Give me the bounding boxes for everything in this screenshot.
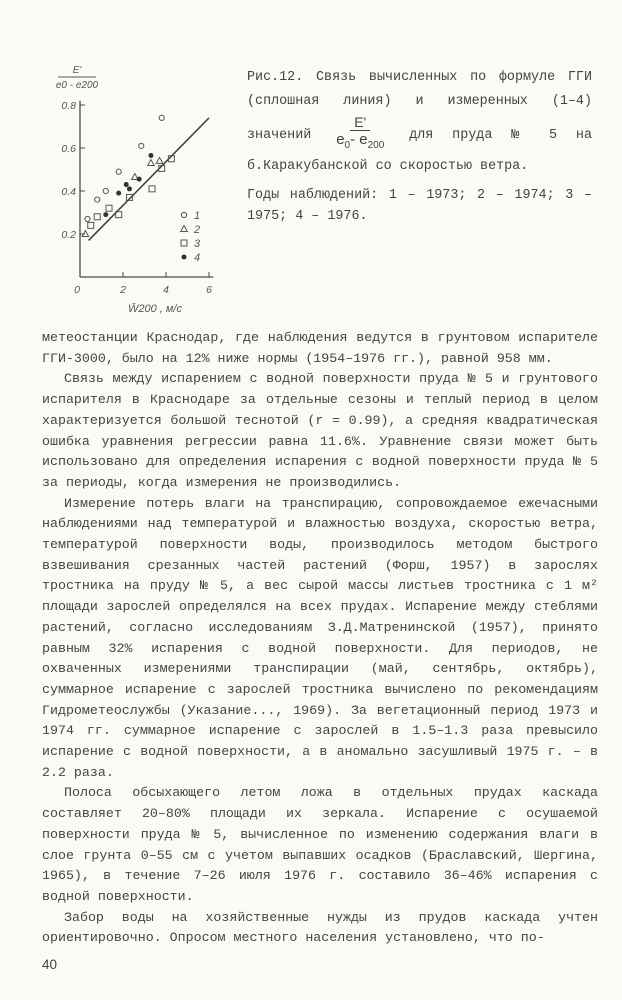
data-point	[139, 143, 144, 148]
caption-text-part1: Рис.12. Связь вычисленных по формуле ГГИ (сплошная линия) и измеренных (1–4) значений	[247, 70, 592, 144]
data-point	[149, 186, 155, 192]
data-point	[148, 160, 155, 166]
den-sub1: 0	[344, 140, 351, 151]
paragraph: Связь между испарением с водной поверхности пруда № 5 и грунтового испарителя в Краснодаре за отдельные сезоны и теплый период в целом характеризуется большой теснотой (r = 0.99), а средняя квадратическая ошибка уравнения регрессии равна 11.6%. Уравнение связи может быть использовано для определения испарения с водной поверхности пруда № 5 за периоды, когда измерения не производились.	[42, 371, 598, 490]
data-point	[116, 191, 121, 196]
paragraph: Полоса обсыхающего летом ложа в отдельных прудах каскада составляет 20–80% площади их зеркала. Испарение с осушаемой поверхности пруда № 5, вычисленное по изменению содержания влаги в слое грунта 0–55 см с учетом выпавших осадков (Браславский, Шергина, 1965), в течение 7–26 июля 1976 г. составило 36–46% испарения с водной поверхности.	[42, 785, 598, 904]
body-text	[42, 328, 598, 949]
y-tick-label: 0.2	[61, 229, 76, 241]
data-point	[94, 214, 100, 220]
data-point	[137, 177, 142, 182]
legend-marker-icon	[181, 240, 187, 246]
legend-label: 3	[194, 238, 201, 250]
x-tick-label: 4	[163, 284, 169, 296]
y-tick-label: 0.4	[61, 186, 76, 198]
x-tick-label: 0	[74, 284, 80, 296]
y-axis-label-numerator: E'	[72, 65, 82, 76]
y-axis-label-denominator: e0 - e200	[55, 80, 99, 91]
data-point	[159, 115, 164, 120]
data-point	[124, 182, 129, 187]
data-point	[103, 212, 108, 217]
data-point	[106, 205, 112, 211]
y-tick-label: 0.8	[61, 100, 76, 112]
legend-marker-icon	[181, 226, 188, 232]
figure-scatter-chart	[50, 55, 230, 320]
caption-main	[247, 66, 592, 179]
chart-axes	[61, 100, 213, 296]
chart-svg	[50, 55, 230, 320]
legend-label: 1	[194, 210, 201, 222]
legend-label: 4	[194, 252, 201, 264]
legend-label: 2	[194, 224, 201, 236]
data-point	[127, 186, 132, 191]
data-point	[148, 153, 153, 158]
den-base: e	[336, 131, 345, 148]
den-sub2: 200	[367, 140, 385, 151]
data-points	[82, 115, 174, 236]
fraction-numerator: E'	[350, 114, 370, 131]
x-axis-label: W̄200 , м/с	[127, 303, 183, 315]
fraction-denominator	[336, 131, 384, 155]
den-minus: - e	[350, 131, 368, 148]
data-point	[116, 169, 121, 174]
data-point	[103, 188, 108, 193]
data-point	[156, 157, 163, 163]
data-point	[88, 222, 94, 228]
legend-marker-icon	[182, 255, 187, 260]
legend-marker-icon	[181, 212, 186, 217]
x-tick-label: 6	[206, 284, 212, 296]
paragraph: Измерение потерь влаги на транспирацию, сопровождаемое ежечасными наблюдениями над температурой и влажностью воздуха, скоростью ветра, температурой поверхности воды, производилось методом быстрого взвешивания срезанных частей растений (Форш, 1957) в зарослях тростника на пруду № 5, а вес сырой массы листьев тростника с 1 м² площади зарослей определялся на всех прудах. Испарение между стеблями растений, согласно исследованиям З.Д.Матренинской (1957), принято равным 32% испарения с водной поверхности. Для периодов, не охваченных измерениями транспирации (май, сентябрь, октябрь), суммарное испарение с зарослей тростника вычислено по рекомендациям Гидрометеослужбы (Указание..., 1969). За вегетационный период 1973 и 1974 гг. суммарное испарение с зарослей в 1.5–1.3 раза превысило испарение с водной поверхности, а в аномально засушливый 1975 г. – в 2.2 раза.	[42, 495, 598, 780]
regression-line	[89, 118, 209, 241]
figure-caption	[247, 66, 592, 227]
caption-fraction	[336, 114, 384, 155]
page-number: 40	[42, 957, 58, 972]
y-tick-label: 0.6	[61, 143, 76, 155]
x-tick-label: 2	[120, 284, 126, 296]
data-point	[85, 216, 90, 221]
data-point	[95, 197, 100, 202]
paragraph: Забор воды на хозяйственные нужды из прудов каскада учтен ориентировочно. Опросом местного населения установлено, что по-	[42, 909, 598, 946]
paragraph: метеостанции Краснодар, где наблюдения ведутся в грунтовом испарителе ГГИ-3000, было на 12% ниже нормы (1954–1976 гг.), равной 958 мм.	[42, 330, 598, 366]
chart-legend	[181, 210, 201, 264]
caption-years: Годы наблюдений: 1 – 1973; 2 – 1974; 3 – 1975; 4 – 1976.	[247, 188, 592, 224]
caption-text-part2: для пруда № 5 на б.Каракубанской со скоростью ветра.	[247, 128, 592, 174]
